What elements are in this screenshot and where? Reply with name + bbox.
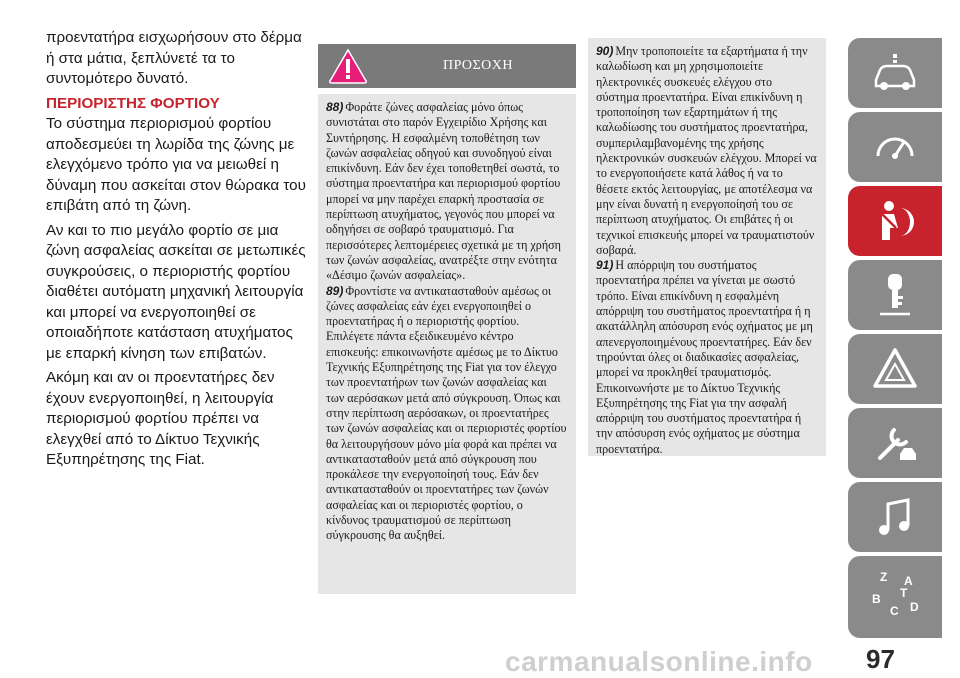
tab-index[interactable] — [848, 556, 942, 638]
dashboard-gauge-icon — [870, 122, 920, 172]
paragraph: Αν και το πιο μεγάλο φορτίο σε μια ζώνη ασφαλείας ασκείται σε μετωπικές συγκρούσεις, ο περιοριστής φορτίου διαθέτει αυτόματη μηχανική λειτουργία και μπορεί να ενεργοποιηθεί σε οποιαδήποτε κατάσταση ατυχήματος με επαρκή κίνηση των επιβατών. — [46, 221, 306, 362]
left-text-column — [46, 28, 306, 475]
index-letter: B — [872, 592, 881, 606]
note-91 — [596, 258, 818, 457]
tab-car-info[interactable] — [848, 38, 942, 108]
note-text: Μην τροποποιείτε τα εξαρτήματα ή την καλωδίωση και μη χρησιμοποιείτε ηλεκτρονικές συσκευές ελέγχου στο σύστημα προεντατήρα. Είναι επικίνδυνη η τροποποίηση των εξαρτημάτων ή της καλωδίωσης του συστήματος προεντατήρα, συμπεριλαμβανομένης της χρήσης ηλεκτρονικών συσκευών ελέγχου. Μπορεί να το ενεργοποιήσετε κατά λάθος ή να το θέσετε εκτός λειτουργίας, με αποτέλεσμα να μην είναι δυνατή η ενεργοποίησή του σε περίπτωση ατυχήματος. Οι επιβάτες ή οι τεχνικοί επισκευής μπορεί να τραυματιστούν σοβαρά. — [596, 44, 817, 257]
section-heading: ΠΕΡΙΟΡΙΣΤΗΣ ΦΟΡΤΙΟΥ — [46, 94, 220, 112]
paragraph: Ακόμη και αν οι προεντατήρες δεν έχουν ενεργοποιηθεί, η λειτουργία περιορισμού φορτίου πρέπει να ελεγχθεί από το Δίκτυο Τεχνικής Εξυπηρέτησης της Fiat. — [46, 369, 275, 468]
ignition-key-icon — [870, 270, 920, 320]
note-text: Φοράτε ζώνες ασφαλείας μόνο όπως συνιστάται στο παρόν Εγχειρίδιο Χρήσης και Συντήρησης. Η εσφαλμένη τοποθέτηση των ζωνών ασφαλείας οδηγού και συνοδηγού είναι επικίνδυνη. Εάν δεν έχει τοποθετηθεί σωστά, το σύστημα προεντατήρα και περιορισμού φορτίου μπορεί να μην παρέχει επαρκή προστασία σε περίπτωση ατυχήματος, γεγονός που μπορεί να οδηγήσει σε σοβαρό τραυματισμό. Για περισσότερες λεπτομέρειες σχετικά με τη χρήση των ζωνών ασφαλείας, ανατρέξτε στην ενότητα «Δέσιμο ζωνών ασφαλείας». — [326, 100, 561, 283]
seatbelt-airbag-icon — [870, 196, 920, 246]
tab-starting[interactable] — [848, 260, 942, 330]
car-info-icon — [870, 48, 920, 98]
index-letters-icon — [870, 566, 920, 628]
note-number: 88) — [326, 100, 344, 114]
note-text: Η απόρριψη του συστήματος προεντατήρα πρέπει να γίνεται με σωστό τρόπο. Είναι επικίνδυνη η εσφαλμένη απόρριψη του συστήματος προεντατήρα ή η ακατάλληλη απόσυρση ενός οχήματος με μη απενεργοποιημένους προεντατήρες. Εάν δεν τηρούνται όλες οι διαδικασίες ασφαλείας, μπορεί να προκληθεί τραυματισμός. Επικοινωνήστε με το Δίκτυο Τεχνικής Εξυπηρέτησης της Fiat για την ασφαλή απόρριψη του συστήματος προεντατήρα ή την απόσυρση ενός οχήματος με σύστημα προεντατήρα. — [596, 258, 813, 456]
index-letter: D — [910, 600, 919, 614]
note-text: Φροντίστε να αντικατασταθούν αμέσως οι ζώνες ασφαλείας εάν έχει ενεργοποιηθεί ο προεντατήρας ή ο περιοριστής φορτίου. Επιλέγετε πάντα εξειδικευμένο κέντρο επισκευής: επικοινωνήστε αμέσως με το Δίκτυο Τεχνικής Εξυπηρέτησης της Fiat για τον έλεγχο των προεντατήρων των ζωνών ασφαλείας και των αερόσακων μετά από σύγκρουση. Όπως και στην περίπτωση αερόσακων, οι προεντατήρες των ζωνών ασφαλείας και οι περιοριστές φορτίου θα λειτουργήσουν μόνο μία φορά και πρέπει να αντικατασταθούν μετά από σύγκρουση που προκάλεσε την ενεργοποίησή τους. Εάν δεν αντικατασταθούν οι προεντατήρες των ζωνών ασφαλείας και οι περιοριστές φορτίου, ο κίνδυνος τραυματισμού σε περίπτωση σύγκρουσης θα αυξηθεί. — [326, 283, 567, 543]
warning-notes-column-1 — [318, 94, 576, 594]
warning-banner — [318, 44, 576, 88]
warning-notes-column-2 — [588, 38, 826, 456]
warning-title: ΠΡΟΣΟΧΗ — [443, 58, 513, 73]
index-letter: Z — [880, 570, 888, 584]
note-number: 89) — [326, 283, 344, 298]
watermark: carmanualsonline.info — [505, 646, 813, 677]
page-number: 97 — [866, 644, 895, 674]
tab-safety[interactable] — [848, 186, 942, 256]
index-letter: T — [900, 586, 908, 600]
paragraph-continued: προεντατήρα εισχωρήσουν στο δέρμα ή στα μάτια, ξεπλύνετέ τα το συντομότερο δυνατό. — [46, 29, 302, 87]
chapter-tabs — [848, 38, 942, 638]
tab-emergency[interactable] — [848, 334, 942, 404]
note-88 — [326, 100, 568, 284]
tab-dashboard[interactable] — [848, 112, 942, 182]
multimedia-icon — [870, 492, 920, 542]
tab-multimedia[interactable] — [848, 482, 942, 552]
warning-triangle-icon — [328, 48, 368, 84]
note-90 — [596, 44, 818, 258]
note-number: 91) — [596, 258, 614, 273]
tab-maintenance[interactable] — [848, 408, 942, 478]
wrench-car-icon — [870, 418, 920, 468]
index-letter: C — [890, 604, 899, 618]
warning-triangle-icon — [870, 344, 920, 394]
index-letter: A — [904, 574, 913, 588]
paragraph: Το σύστημα περιορισμού φορτίου αποδεσμεύει τη λωρίδα της ζώνης με ελεγχόμενο τρόπο για να μειωθεί η δύναμη που ασκείται στον θώρακα του επιβάτη από τη ζώνη. — [46, 115, 306, 214]
note-89 — [326, 284, 568, 544]
note-number: 90) — [596, 44, 614, 58]
